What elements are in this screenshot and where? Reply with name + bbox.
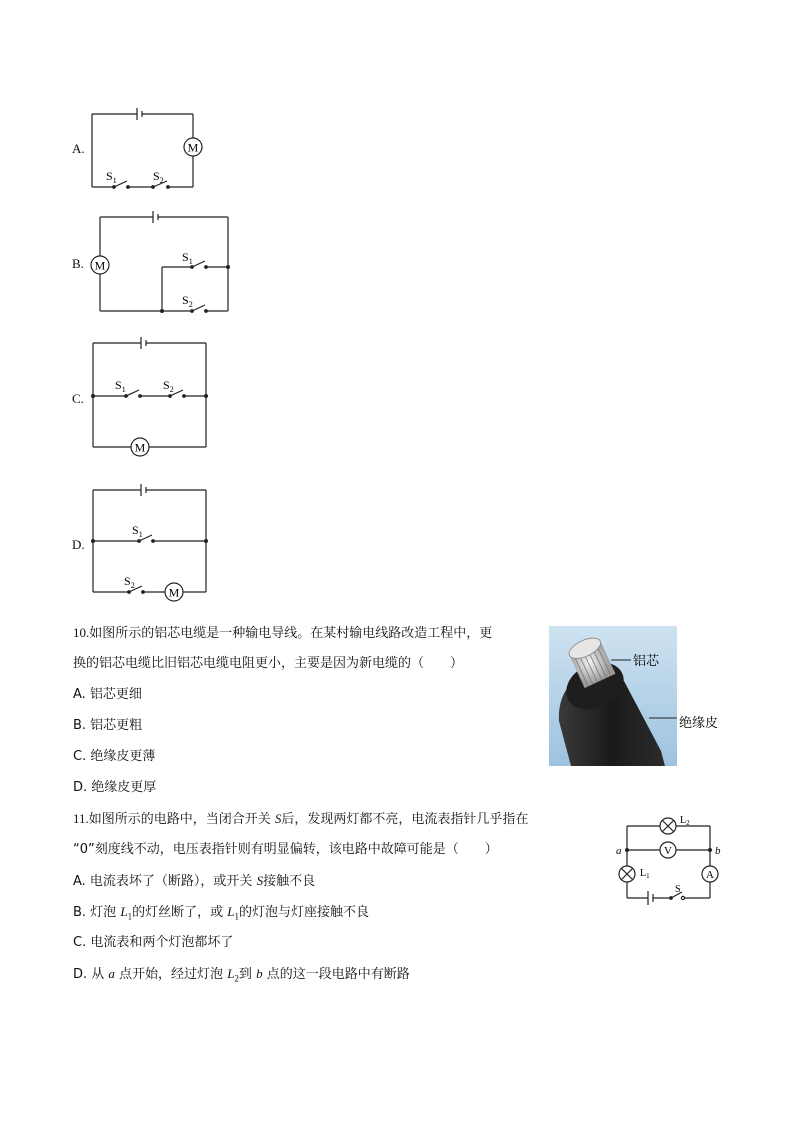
q11-option-d: D. 从 a 点开始，经过灯泡 $L_2$到 b 点的这一段电路中有断路 <box>73 966 410 984</box>
option-b-label: B. <box>72 256 84 271</box>
q11-option-b: B. 灯泡 $L_1$的灯丝断了，或 $L_1$的灯泡与灯座接触不良 <box>73 904 369 922</box>
q11-option-a: A. 电流表坏了（断路），或开关 S接触不良 <box>73 873 316 889</box>
svg-text:S1: $S_1$ <box>182 250 193 266</box>
lamp-l2-icon <box>660 818 676 834</box>
svg-text:S1: $S_1$ <box>106 169 117 185</box>
svg-text:S2: $S_2$ <box>153 169 164 185</box>
svg-text:b: b <box>715 845 721 857</box>
option-a-label: A. <box>72 141 85 156</box>
svg-text:V: V <box>664 845 672 857</box>
circuit-d-diagram <box>88 482 213 607</box>
svg-text:S2: $S_2$ <box>182 293 193 309</box>
lamp-l1-icon <box>619 866 635 882</box>
svg-text:S2: $S_2$ <box>124 574 135 590</box>
aluminum-cable-photo <box>549 626 729 768</box>
svg-text:M: M <box>94 258 106 273</box>
svg-text:M: M <box>168 585 180 600</box>
svg-text:M: M <box>134 440 146 455</box>
svg-text:A: A <box>706 869 714 881</box>
svg-text:S2: $S_2$ <box>163 378 174 394</box>
svg-text:S1: $S_1$ <box>115 378 126 394</box>
q11-stem-line2: “0”刻度线不动，电压表指针则有明显偏转，该电路中故障可能是（ ） <box>73 842 498 857</box>
option-d-label: D. <box>72 537 85 552</box>
svg-text:M: M <box>187 140 199 155</box>
q11-number: 11. <box>73 811 89 826</box>
q10-option-b: B. 铝芯更粗 <box>73 718 143 733</box>
q11-stem-line1: 11.如图所示的电路中，当闭合开关 S后，发现两灯都不亮，电流表指针几乎指在 <box>73 811 529 827</box>
q10-stem-text1: 如图所示的铝芯电缆是一种输电导线。在某村输电线路改造工程中，更 <box>89 626 493 641</box>
q11-option-c: C. 电流表和两个灯泡都坏了 <box>73 935 234 950</box>
option-c-label: C. <box>72 391 84 406</box>
insulation-label: 绝缘皮 <box>679 716 719 731</box>
svg-text:a: a <box>616 845 622 857</box>
circuit-a-diagram <box>85 104 205 194</box>
svg-text:S1: $S_1$ <box>132 523 143 539</box>
svg-text:L2: $L_2$ <box>680 815 690 827</box>
q10-option-a: A. 铝芯更细 <box>73 687 142 702</box>
q10-stem-line1 <box>73 624 492 643</box>
circuit-c-diagram <box>88 335 213 460</box>
q11-circuit-diagram <box>612 812 727 907</box>
q10-stem-line2: 换的铝芯电缆比旧铝芯电缆电阻更小，主要是因为新电缆的（ ） <box>73 656 464 671</box>
core-label: 铝芯 <box>633 654 660 669</box>
q10-option-d: D. 绝缘皮更厚 <box>73 780 157 795</box>
q10-option-c: C. 绝缘皮更薄 <box>73 749 156 764</box>
circuit-b-diagram <box>88 207 238 317</box>
q10-number: 10. <box>73 625 90 640</box>
svg-text:L1: $L_1$ <box>640 868 650 880</box>
svg-text:S: S <box>675 884 681 895</box>
